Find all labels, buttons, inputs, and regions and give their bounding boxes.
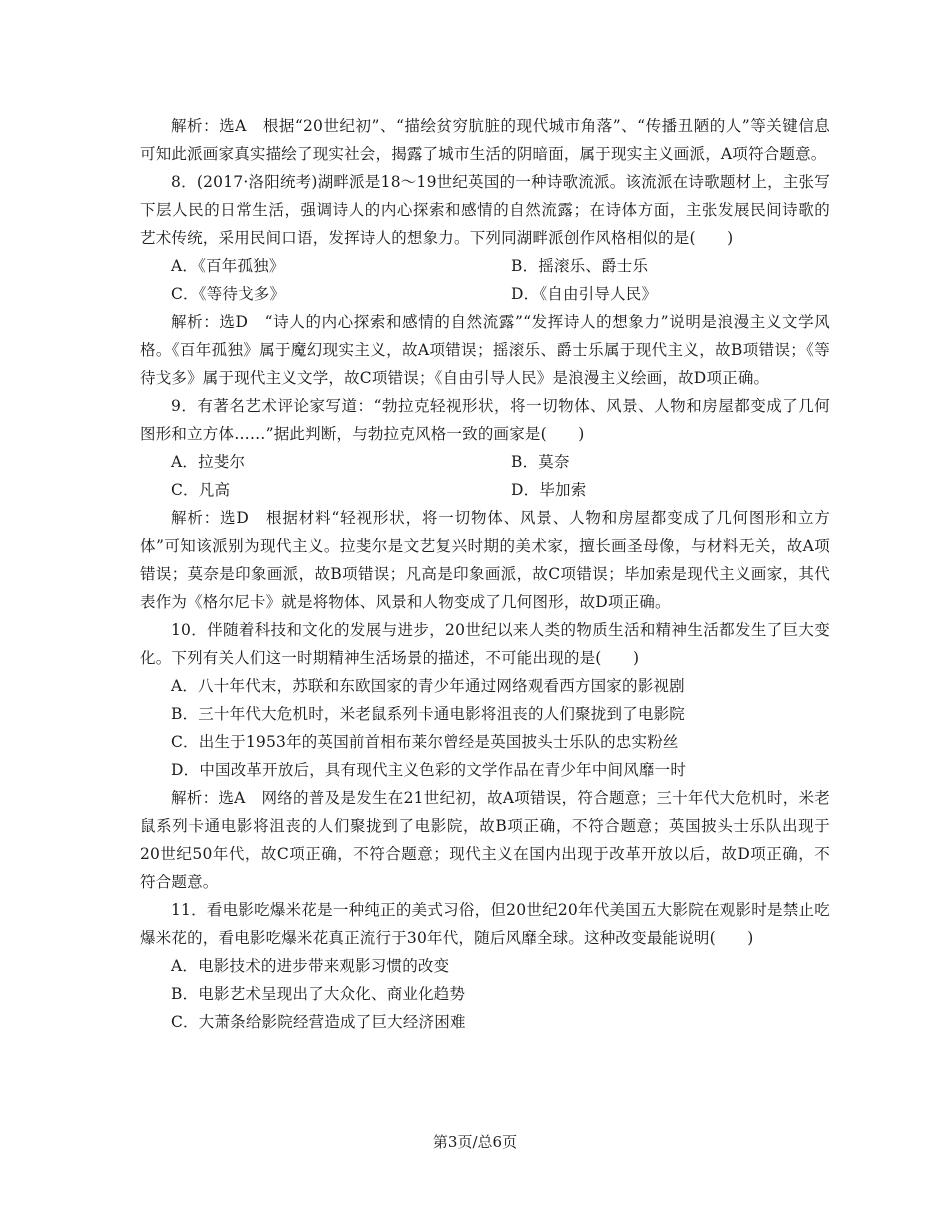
option-10b: B．三十年代大危机时，米老鼠系列卡通电影将沮丧的人们聚拢到了电影院 [171,705,685,723]
option-9a: A．拉斐尔 [171,453,246,471]
page-number: 第3页/总6页 [432,1133,518,1151]
question-8: 8．(2017·洛阳统考)湖畔派是18～19世纪英国的一种诗歌流派。该流派在诗歌题材上，主张写下层人民的日常生活，强调诗人的内心探索和感情的自然流露；在诗体方面，主张发展民间诗歌的艺术传统，采用民间口语，发挥诗人的想象力。下列同湖畔派创作风格相似的是( ) [140,173,830,247]
option-11a: A．电影技术的进步带来观影习惯的改变 [171,957,450,975]
option-8d: D．《自由引导人民》 [511,285,658,303]
option-10d: D．中国改革开放后，具有现代主义色彩的文学作品在青少年中间风靡一时 [171,761,687,779]
answer-9-analysis: 解析：选D 根据材料“轻视形状，将一切物体、风景、人物和房屋都变成了几何图形和立方体”可知该派别为现代主义。拉斐尔是文艺复兴时期的美术家，擅长画圣母像，与材料无关，故A项错误；莫奈是印象画派，故B项错误；凡高是印象画派，故C项错误；毕加索是现代主义画家，其代表作为《格尔尼卡》就是将物体、风景和人物变成了几何图形，故D项正确。 [140,509,830,611]
option-8a: A．《百年孤独》 [171,257,285,275]
option-10c: C．出生于1953年的英国前首相布莱尔曾经是英国披头士乐队的忠实粉丝 [171,733,679,751]
answer-10-analysis: 解析：选A 网络的普及是发生在21世纪初，故A项错误，符合题意；三十年代大危机时，米老鼠系列卡通电影将沮丧的人们聚拢到了电影院，故B项正确，不符合题意；英国披头士乐队出现于20世纪50年代，故C项正确，不符合题意；现代主义在国内出现于改革开放以后，故D项正确，不符合题意。 [140,789,830,891]
option-10a: A．八十年代末，苏联和东欧国家的青少年通过网络观看西方国家的影视剧 [171,677,685,695]
option-9c: C．凡高 [171,481,231,499]
option-9d: D．毕加索 [511,481,587,499]
question-11: 11．看电影吃爆米花是一种纯正的美式习俗，但20世纪20年代美国五大影院在观影时是禁止吃爆米花的，看电影吃爆米花真正流行于30年代，随后风靡全球。这种改变最能说明( ) [140,901,830,947]
answer-7-analysis: 解析：选A 根据“20世纪初”、“描绘贫穷肮脏的现代城市角落”、“传播丑陋的人”等关键信息可知此派画家真实描绘了现实社会，揭露了城市生活的阴暗面，属于现实主义画派，A项符合题意。 [140,117,830,163]
question-8-options-row1 [140,252,830,280]
question-8-options-row2 [140,280,830,308]
option-11b: B．电影艺术呈现出了大众化、商业化趋势 [171,985,466,1003]
option-8c: C．《等待戈多》 [171,285,286,303]
question-10: 10．伴随着科技和文化的发展与进步，20世纪以来人类的物质生活和精神生活都发生了巨大变化。下列有关人们这一时期精神生活场景的描述，不可能出现的是( ) [140,621,830,667]
option-8b: B．摇滚乐、爵士乐 [511,257,649,275]
question-9-options-row2 [140,476,830,504]
question-9-options-row1 [140,448,830,476]
option-11c: C．大萧条给影院经营造成了巨大经济困难 [171,1013,466,1031]
document-page [140,112,830,1036]
answer-8-analysis: 解析：选D “诗人的内心探索和感情的自然流露”“发挥诗人的想象力”说明是浪漫主义文学风格。《百年孤独》属于魔幻现实主义，故A项错误；摇滚乐、爵士乐属于现代主义，故B项错误；《等待戈多》属于现代主义文学，故C项错误；《自由引导人民》是浪漫主义绘画，故D项正确。 [140,313,830,387]
option-9b: B．莫奈 [511,453,570,471]
question-9: 9．有著名艺术评论家写道：“勃拉克轻视形状，将一切物体、风景、人物和房屋都变成了几何图形和立方体……”据此判断，与勃拉克风格一致的画家是( ) [140,397,830,443]
